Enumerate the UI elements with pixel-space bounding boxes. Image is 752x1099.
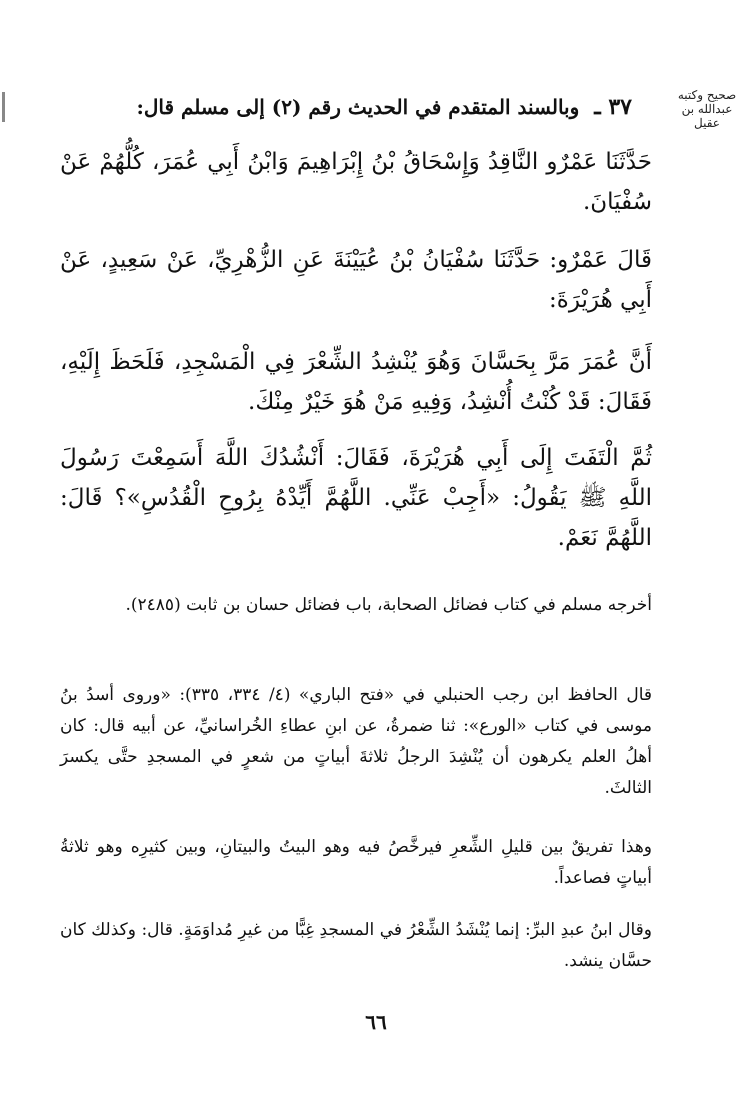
- ibn-abd-al-barr-quote: وقال ابنُ عبدِ البرِّ: إنما يُنْشَدُ الشِّعْرُ في المسجدِ غِبًّا من غيرِ مُداوَمَةٍ. قال: وكذلك كان حسَّان ينشد.: [60, 920, 652, 971]
- hadith-paragraph-1: حَدَّثَنَا عَمْرٌو النَّاقِدُ وَإِسْحَاقُ بْنُ إِبْرَاهِيمَ وَابْنُ أَبِي عُمَرَ، كُلُّهُمْ عَنْ سُفْيَانَ.: [60, 149, 652, 215]
- commentary-paragraph: وهذا تفريقٌ بين قليلِ الشِّعرِ فيرخَّصُ فيه وهو البيتُ والبيتانِ، وبين كثيرِه وهو ثلاثةُ أبياتٍ فصاعداً.: [60, 837, 652, 888]
- heading-text: وبالسند المتقدم في الحديث رقم (٢) إلى مسلم قال:: [136, 95, 580, 119]
- handwritten-margin-note: صحيح وكتبه عبدالله بن عقيل: [677, 88, 737, 130]
- page-number: ٦٦: [365, 1010, 387, 1034]
- hadith-paragraph-3: أَنَّ عُمَرَ مَرَّ بِحَسَّانَ وَهُوَ يُنْشِدُ الشِّعْرَ فِي الْمَسْجِدِ، فَلَحَظَ إِلَيْهِ، فَقَالَ: قَدْ كُنْتُ أُنْشِدُ، وَفِيهِ مَنْ هُوَ خَيْرٌ مِنْكَ.: [60, 349, 652, 415]
- hadith-number: ٣٧ ـ: [594, 94, 632, 120]
- ibn-rajab-quote: قال الحافظ ابن رجب الحنبلي في «فتح الباري» (٤/ ٣٣٤، ٣٣٥): «وروى أسدُ بنُ موسى في كتاب «الورع»: ثنا ضمرةُ، عن ابنِ عطاءِ الخُراسانيِّ، عن أبيه قال: كان أهلُ العلم يكرهون أن يُنْشِدَ الرجلُ ثلاثةَ أبياتٍ من شعرٍ في المسجدِ حتَّى يكسرَ الثالثَ.: [60, 685, 652, 798]
- hadith-paragraph-4: ثُمَّ الْتَفَتَ إِلَى أَبِي هُرَيْرَةَ، فَقَالَ: أَنْشُدُكَ اللَّهَ أَسَمِعْتَ رَسُولَ اللَّهِ ﷺ يَقُولُ: «أَجِبْ عَنِّي. اللَّهُمَّ أَيِّدْهُ بِرُوحِ الْقُدُسِ»؟ قَالَ: اللَّهُمَّ نَعَمْ.: [60, 445, 652, 551]
- takhrij-note: أخرجه مسلم في كتاب فضائل الصحابة، باب فضائل حسان بن ثابت (٢٤٨٥).: [125, 595, 652, 615]
- margin-rule: [2, 92, 5, 122]
- section-heading: [40, 92, 632, 122]
- hadith-paragraph-2: قَالَ عَمْرٌو: حَدَّثَنَا سُفْيَانُ بْنُ عُيَيْنَةَ عَنِ الزُّهْرِيِّ، عَنْ سَعِيدٍ، عَنْ أَبِي هُرَيْرَةَ:: [60, 247, 652, 313]
